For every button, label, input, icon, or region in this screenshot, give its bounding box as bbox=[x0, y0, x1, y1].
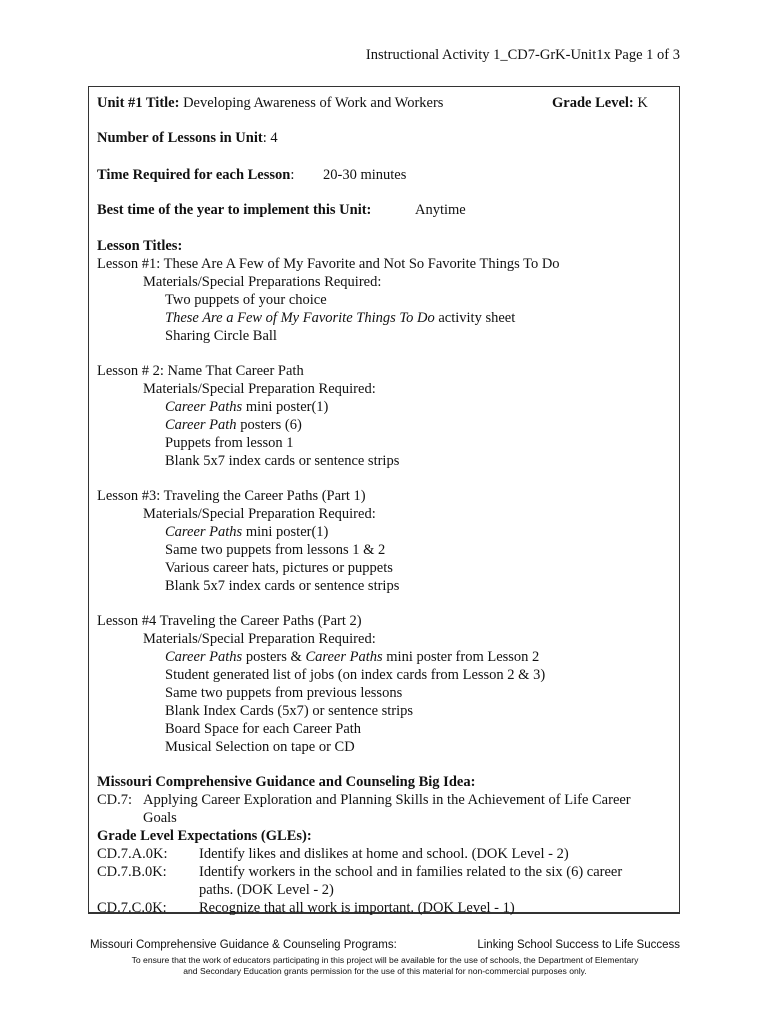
lesson-1-item bbox=[165, 309, 515, 327]
unit-title-label: Unit #1 Title: bbox=[97, 95, 180, 111]
lesson-4-item: Student generated list of jobs (on index cards from Lesson 2 & 3) bbox=[165, 667, 546, 683]
item-italic: Career Path bbox=[165, 417, 237, 433]
time-required bbox=[97, 166, 294, 184]
unit-title-value: Developing Awareness of Work and Workers bbox=[183, 95, 444, 111]
lesson-2-item: Puppets from lesson 1 bbox=[165, 435, 294, 451]
lesson-2-item: Blank 5x7 index cards or sentence strips bbox=[165, 453, 400, 469]
page-header: Instructional Activity 1_CD7-GrK-Unit1x Page 1 of 3 bbox=[365, 47, 680, 63]
item-italic: These Are a Few of My Favorite Things To Do bbox=[165, 310, 435, 326]
footer-program: Missouri Comprehensive Guidance & Counseling Programs: bbox=[90, 939, 397, 951]
grade-level bbox=[552, 94, 648, 112]
grade-level-label: Grade Level: bbox=[552, 95, 634, 111]
lesson-3-item: Various career hats, pictures or puppets bbox=[165, 560, 393, 576]
gle-text: Recognize that all work is important. (DOK Level - 1) bbox=[199, 900, 515, 916]
lesson-4-materials-label: Materials/Special Preparation Required: bbox=[143, 631, 376, 647]
footer-note-line-2: and Secondary Education grants permission for the use of this material for non-commercial purposes only. bbox=[183, 966, 587, 976]
item-text: mini poster(1) bbox=[242, 399, 329, 415]
lesson-2-item bbox=[165, 398, 328, 416]
time-required-colon: : bbox=[290, 167, 295, 183]
lesson-4-title: Lesson #4 Traveling the Career Paths (Part 2) bbox=[97, 613, 362, 629]
lesson-1-title: Lesson #1: These Are A Few of My Favorite and Not So Favorite Things To Do bbox=[97, 256, 560, 272]
gle-text: Identify likes and dislikes at home and school. (DOK Level - 2) bbox=[199, 846, 569, 862]
lesson-1-materials-label: Materials/Special Preparations Required: bbox=[143, 274, 382, 290]
lesson-2-title: Lesson # 2: Name That Career Path bbox=[97, 363, 304, 379]
lesson-titles-heading: Lesson Titles: bbox=[97, 238, 183, 254]
big-idea-text-cont: Goals bbox=[143, 810, 177, 826]
item-text: mini poster(1) bbox=[242, 524, 329, 540]
item-text: mini poster from Lesson 2 bbox=[382, 649, 540, 665]
big-idea-code: CD.7: bbox=[97, 792, 133, 808]
lesson-3-item bbox=[165, 523, 328, 541]
lesson-4-item: Same two puppets from previous lessons bbox=[165, 685, 403, 701]
lesson-4-item: Musical Selection on tape or CD bbox=[165, 739, 355, 755]
lessons-count bbox=[97, 129, 278, 147]
gle-code: CD.7.B.0K: bbox=[97, 864, 167, 880]
item-text: posters & bbox=[242, 649, 306, 665]
gle-text-cont: paths. (DOK Level - 2) bbox=[199, 882, 334, 898]
time-required-label: Time Required for each Lesson bbox=[97, 167, 291, 183]
gle-code: CD.7.A.0K: bbox=[97, 846, 168, 862]
grade-level-value: K bbox=[637, 95, 648, 111]
lesson-3-item: Blank 5x7 index cards or sentence strips bbox=[165, 578, 400, 594]
time-required-value: 20-30 minutes bbox=[323, 167, 407, 183]
gle-text: Identify workers in the school and in families related to the six (6) career bbox=[199, 864, 623, 880]
lesson-2-materials-label: Materials/Special Preparation Required: bbox=[143, 381, 376, 397]
gle-heading: Grade Level Expectations (GLEs): bbox=[97, 828, 312, 844]
lesson-4-item bbox=[165, 648, 539, 666]
big-idea-heading: Missouri Comprehensive Guidance and Counseling Big Idea: bbox=[97, 774, 476, 790]
item-text: activity sheet bbox=[434, 310, 516, 326]
item-italic: Career Paths bbox=[165, 649, 243, 665]
lesson-4-item: Blank Index Cards (5x7) or sentence strips bbox=[165, 703, 414, 719]
item-italic: Career Paths bbox=[305, 649, 383, 665]
best-time-value: Anytime bbox=[415, 202, 466, 218]
item-italic: Career Paths bbox=[165, 524, 243, 540]
best-time-label: Best time of the year to implement this Unit: bbox=[97, 202, 372, 218]
item-italic: Career Paths bbox=[165, 399, 243, 415]
lesson-3-materials-label: Materials/Special Preparation Required: bbox=[143, 506, 376, 522]
lesson-1-item: Two puppets of your choice bbox=[165, 292, 327, 308]
lesson-3-title: Lesson #3: Traveling the Career Paths (Part 1) bbox=[97, 488, 366, 504]
lesson-3-item: Same two puppets from lessons 1 & 2 bbox=[165, 542, 386, 558]
footer-tagline: Linking School Success to Life Success bbox=[477, 939, 680, 951]
lesson-1-item: Sharing Circle Ball bbox=[165, 328, 277, 344]
big-idea-text: Applying Career Exploration and Planning Skills in the Achievement of Life Career bbox=[143, 792, 631, 808]
lesson-4-item: Board Space for each Career Path bbox=[165, 721, 362, 737]
lesson-2-item bbox=[165, 416, 302, 434]
unit-title-row bbox=[97, 94, 443, 112]
footer-note-line-1: To ensure that the work of educators participating in this project will be available for the use of schools, the Department of Elementary bbox=[131, 955, 639, 965]
gle-code: CD.7.C.0K: bbox=[97, 900, 167, 916]
item-text: posters (6) bbox=[236, 417, 302, 433]
lessons-count-label: Number of Lessons in Unit bbox=[97, 130, 263, 146]
lessons-count-value: : 4 bbox=[262, 130, 278, 146]
